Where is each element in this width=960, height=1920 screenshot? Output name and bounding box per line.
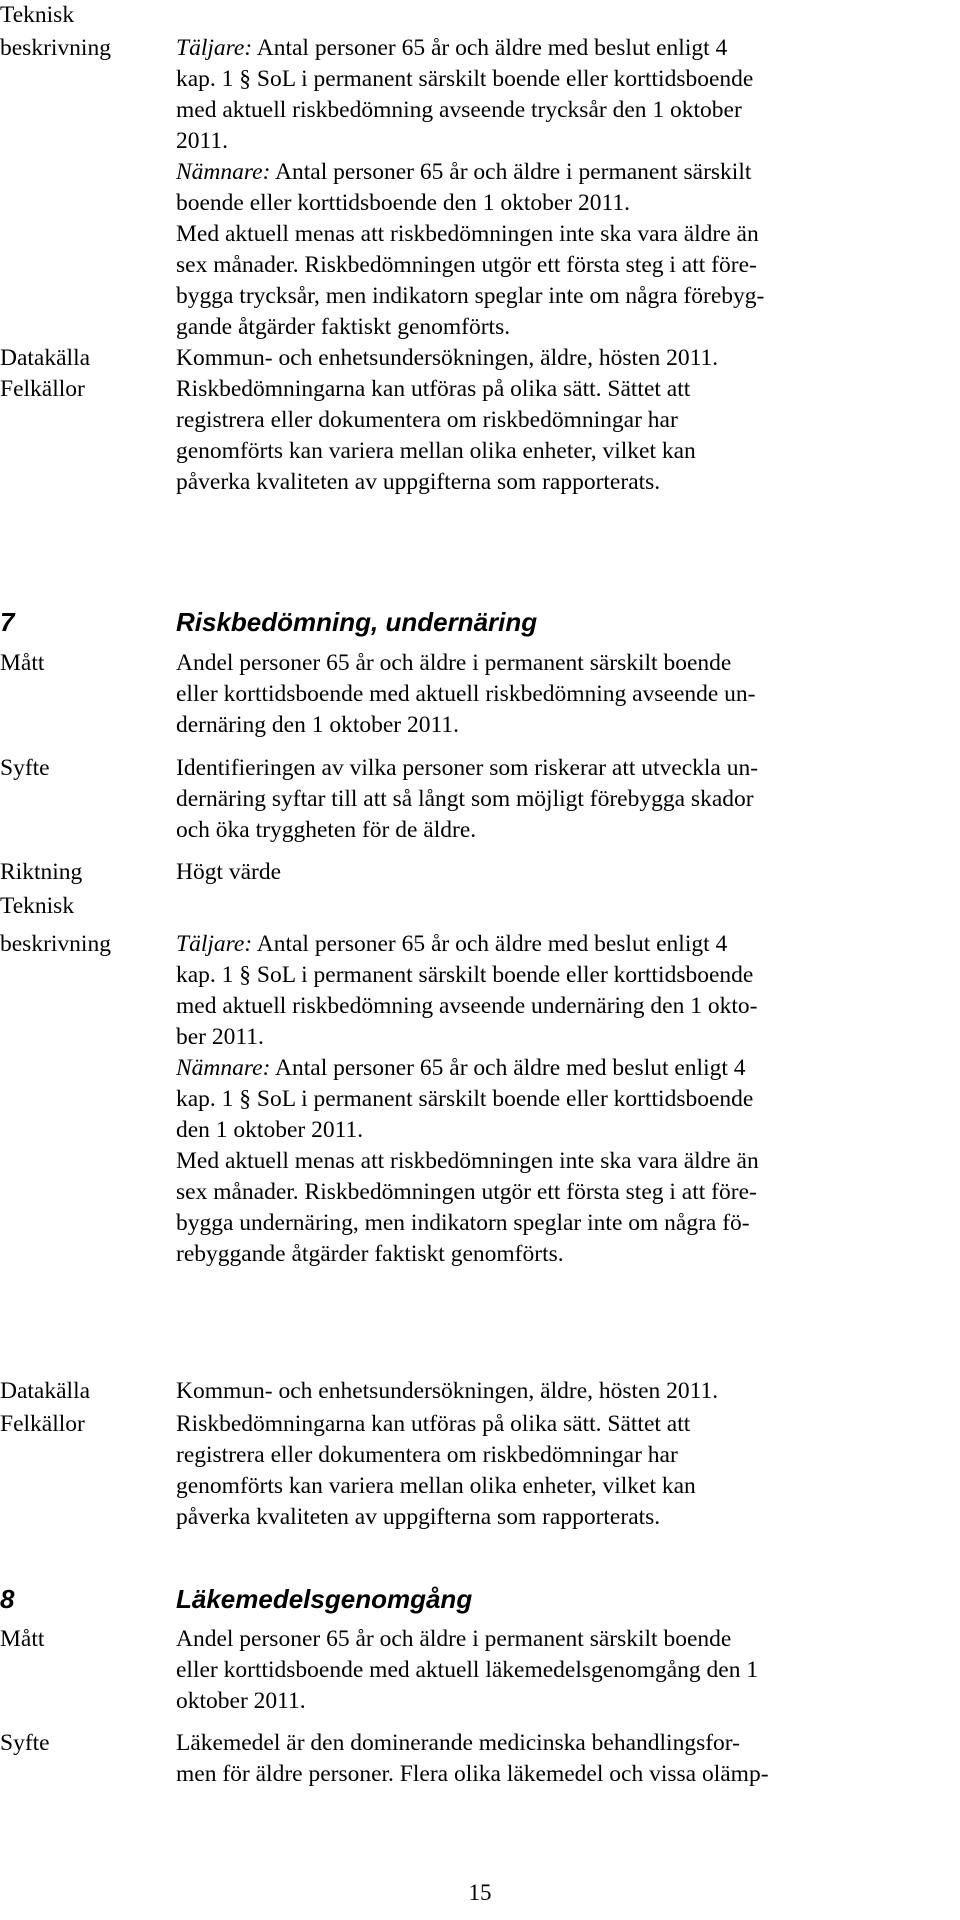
text-line: Täljare: Antal personer 65 år och äldre med beslut enligt 4: [176, 931, 728, 957]
riktning-label: Riktning: [0, 859, 83, 885]
text-line: oktober 2011.: [176, 1688, 306, 1714]
section-number: 8: [0, 1584, 15, 1614]
felkallor-label: Felkällor: [0, 1411, 85, 1437]
text-line: den 1 oktober 2011.: [176, 1117, 364, 1143]
section-title: Läkemedelsgenomgång: [176, 1584, 473, 1614]
matt-text: [176, 648, 756, 741]
text-line: genomförts kan variera mellan olika enheter, vilket kan: [176, 1473, 696, 1499]
matt-label: Mått: [0, 1626, 45, 1652]
text-line: med aktuell riskbedömning avseende trycksår den 1 oktober: [176, 97, 742, 123]
section-number: 7: [0, 607, 15, 637]
text-line: bygga undernäring, men indikatorn speglar inte om några fö-: [176, 1210, 750, 1236]
datakalla-text: [176, 1376, 718, 1407]
riktning-text: [176, 857, 281, 888]
text-line: Med aktuell menas att riskbedömningen inte ska vara äldre än: [176, 1148, 759, 1174]
text-line: boende eller korttidsboende den 1 oktober 2011.: [176, 190, 630, 216]
felkallor-text: [176, 1409, 696, 1533]
text-line: registrera eller dokumentera om riskbedömningar har: [176, 407, 678, 433]
text-line: Läkemedel är den dominerande medicinska behandlingsfor-: [176, 1730, 740, 1756]
text-line: rebyggande åtgärder faktiskt genomförts.: [176, 1241, 564, 1267]
text-line: registrera eller dokumentera om riskbedömningar har: [176, 1442, 678, 1468]
text-line: Riskbedömningarna kan utföras på olika sätt. Sättet att: [176, 1411, 691, 1437]
text-line: eller korttidsboende med aktuell läkemedelsgenomgång den 1: [176, 1657, 759, 1683]
text-line: Andel personer 65 år och äldre i permanent särskilt boende: [176, 1626, 732, 1652]
text-line: Kommun- och enhetsundersökningen, äldre, hösten 2011.: [176, 345, 719, 371]
text-line: kap. 1 § SoL i permanent särskilt boende eller korttidsboende: [176, 1086, 754, 1112]
text-line: dernäring syftar till att så långt som möjligt förebygga skador: [176, 786, 754, 812]
text-line: kap. 1 § SoL i permanent särskilt boende eller korttidsboende: [176, 66, 754, 92]
text-line: eller korttidsboende med aktuell riskbedömning avseende un-: [176, 681, 756, 707]
section-title: Riskbedömning, undernäring: [176, 607, 538, 637]
text-line: Täljare: Antal personer 65 år och äldre med beslut enligt 4: [176, 35, 728, 61]
text-line: påverka kvaliteten av uppgifterna som rapporterats.: [176, 469, 661, 495]
felkallor-text: [176, 374, 696, 498]
datakalla-label: Datakälla: [0, 1378, 91, 1404]
text-line: dernäring den 1 oktober 2011.: [176, 712, 460, 738]
text-line: och öka tryggheten för de äldre.: [176, 817, 477, 843]
text-line: gande åtgärder faktiskt genomförts.: [176, 314, 511, 340]
beskrivning-label: beskrivning: [0, 35, 111, 61]
text-line: sex månader. Riskbedömningen utgör ett första steg i att före-: [176, 1179, 757, 1205]
teknisk-beskrivning-text: [176, 929, 759, 1270]
text-line: kap. 1 § SoL i permanent särskilt boende eller korttidsboende: [176, 962, 754, 988]
felkallor-label: Felkällor: [0, 376, 85, 402]
text-line: med aktuell riskbedömning avseende undernäring den 1 okto-: [176, 993, 758, 1019]
text-line: 2011.: [176, 128, 229, 154]
text-line: Riskbedömningarna kan utföras på olika sätt. Sättet att: [176, 376, 691, 402]
text-line: Högt värde: [176, 859, 282, 885]
syfte-label: Syfte: [0, 755, 50, 781]
matt-label: Mått: [0, 650, 45, 676]
text-line: ber 2011.: [176, 1024, 264, 1050]
beskrivning-label: beskrivning: [0, 931, 111, 957]
text-line: Kommun- och enhetsundersökningen, äldre, hösten 2011.: [176, 1378, 719, 1404]
datakalla-label: Datakälla: [0, 345, 91, 371]
text-line: bygga trycksår, men indikatorn speglar inte om några förebyg-: [176, 283, 765, 309]
matt-text: [176, 1624, 758, 1717]
text-line: men för äldre personer. Flera olika läkemedel och vissa olämp-: [176, 1761, 769, 1787]
teknisk-label: Teknisk: [0, 893, 75, 919]
teknisk-label: Teknisk: [0, 2, 75, 28]
text-line: påverka kvaliteten av uppgifterna som rapporterats.: [176, 1504, 661, 1530]
teknisk-beskrivning-text: [176, 33, 764, 343]
syfte-text: [176, 1728, 769, 1790]
text-line: Identifieringen av vilka personer som riskerar att utveckla un-: [176, 755, 759, 781]
text-line: Andel personer 65 år och äldre i permanent särskilt boende: [176, 650, 732, 676]
text-line: Nämnare: Antal personer 65 år och äldre med beslut enligt 4: [176, 1055, 746, 1081]
page-number: 15: [468, 1880, 492, 1905]
syfte-label: Syfte: [0, 1730, 50, 1756]
text-line: Nämnare: Antal personer 65 år och äldre i permanent särskilt: [176, 159, 752, 185]
syfte-text: [176, 753, 758, 846]
text-line: Med aktuell menas att riskbedömningen inte ska vara äldre än: [176, 221, 759, 247]
text-line: genomförts kan variera mellan olika enheter, vilket kan: [176, 438, 696, 464]
datakalla-text: [176, 343, 718, 374]
text-line: sex månader. Riskbedömningen utgör ett första steg i att före-: [176, 252, 757, 278]
